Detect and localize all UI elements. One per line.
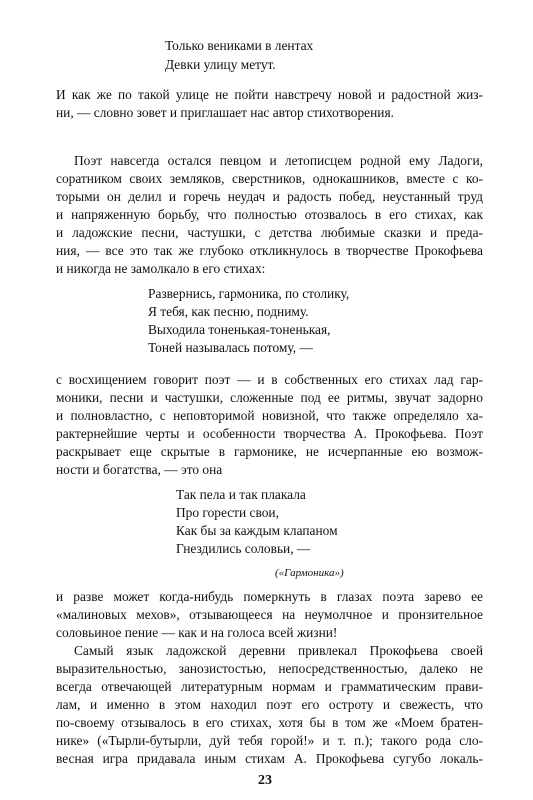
paragraph-line: ности и богатства, — это она xyxy=(56,462,223,477)
paragraph-line: и разве может когда-нибудь померкнуть в глазах поэта зарево ее xyxy=(56,589,483,604)
paragraph-line: выразительностью, занозистостью, непосредственностью, далеко не xyxy=(56,661,483,676)
paragraph-line: и полновластно, с неповторимой новизной, что также определяло ха- xyxy=(56,408,483,423)
page-number: 23 xyxy=(258,773,272,788)
paragraph-line: ния, — все это так же глубоко откликнулось в творчестве Прокофьева xyxy=(56,243,483,258)
paragraph-line: лам, и именно в этом находил поэт его остроту и свежесть, что xyxy=(56,697,483,712)
verse-line: Про горести свои, xyxy=(176,505,279,520)
paragraph-line: Самый язык ладожской деревни привлекал Прокофьева своей xyxy=(74,643,483,658)
verse-line: Я тебя, как песню, подниму. xyxy=(148,304,309,319)
verse-line: Развернись, гармоника, по столику, xyxy=(148,286,350,301)
verse-line: Как бы за каждым клапаном xyxy=(176,523,338,538)
paragraph-line: Поэт навсегда остался певцом и летописцем родной ему Ладоги, xyxy=(74,153,483,168)
paragraph-line: раскрывает еще скрытые в гармонике, не исчерпанные ею возмож- xyxy=(56,444,483,459)
verse-source-caption: («Гармоника») xyxy=(275,567,344,579)
verse-line: Гнездились соловьи, — xyxy=(176,541,311,556)
verse-line: Только вениками в лентах xyxy=(165,38,314,53)
paragraph-line: и напряженную борьбу, что полностью отозвалось в его стихах, как xyxy=(56,207,483,222)
paragraph-line: соратником своих земляков, сверстников, однокашников, вместе с ко- xyxy=(56,171,483,186)
paragraph-line: нике» («Тырли-бутырли, дуй тебя горой!» и т. п.); такого рода сло- xyxy=(56,733,483,748)
verse-line: Тоней называлась потому, — xyxy=(148,340,313,355)
paragraph-line: и никогда не замолкало в его стихах: xyxy=(56,261,266,276)
paragraph-line: ни, — словно зовет и приглашает нас автор стихотворения. xyxy=(56,105,394,120)
paragraph-line: моники, песни и частушки, сложенные под ее ритмы, звучат задорно xyxy=(56,390,483,405)
paragraph-line: по-своему отзывалось в его стихах, хотя бы в том же «Моем братен- xyxy=(56,715,483,730)
paragraph-line: и ладожские песни, частушки, с детства любимые сказки и преда- xyxy=(56,225,483,240)
verse-line: Девки улицу метут. xyxy=(165,57,276,72)
paragraph-line: «малиновых мехов», отзывающееся на неумолчное и пронзительное xyxy=(56,607,483,622)
paragraph-line: соловьиное пение — как и на голоса всей жизни! xyxy=(56,625,338,640)
paragraph-line: торыми он делил и горечь неудач и радость побед, неустанный труд xyxy=(56,189,483,204)
paragraph-line: И как же по такой улице не пойти навстречу новой и радостной жиз- xyxy=(56,87,483,102)
paragraph-line: с восхищением говорит поэт — и в собственных его стихах лад гар- xyxy=(56,372,483,387)
paragraph-line: весная игра придавала иным стихам А. Прокофьева сугубо локаль- xyxy=(56,751,483,766)
verse-line: Выходила тоненькая-тоненькая, xyxy=(148,322,331,337)
paragraph-line: всегда отвечающей литературным нормам и грамматическим прави- xyxy=(56,679,483,694)
verse-line: Так пела и так плакала xyxy=(176,487,306,502)
paragraph-line: рактернейшие черты и особенности творчества А. Прокофьева. Поэт xyxy=(56,426,483,441)
